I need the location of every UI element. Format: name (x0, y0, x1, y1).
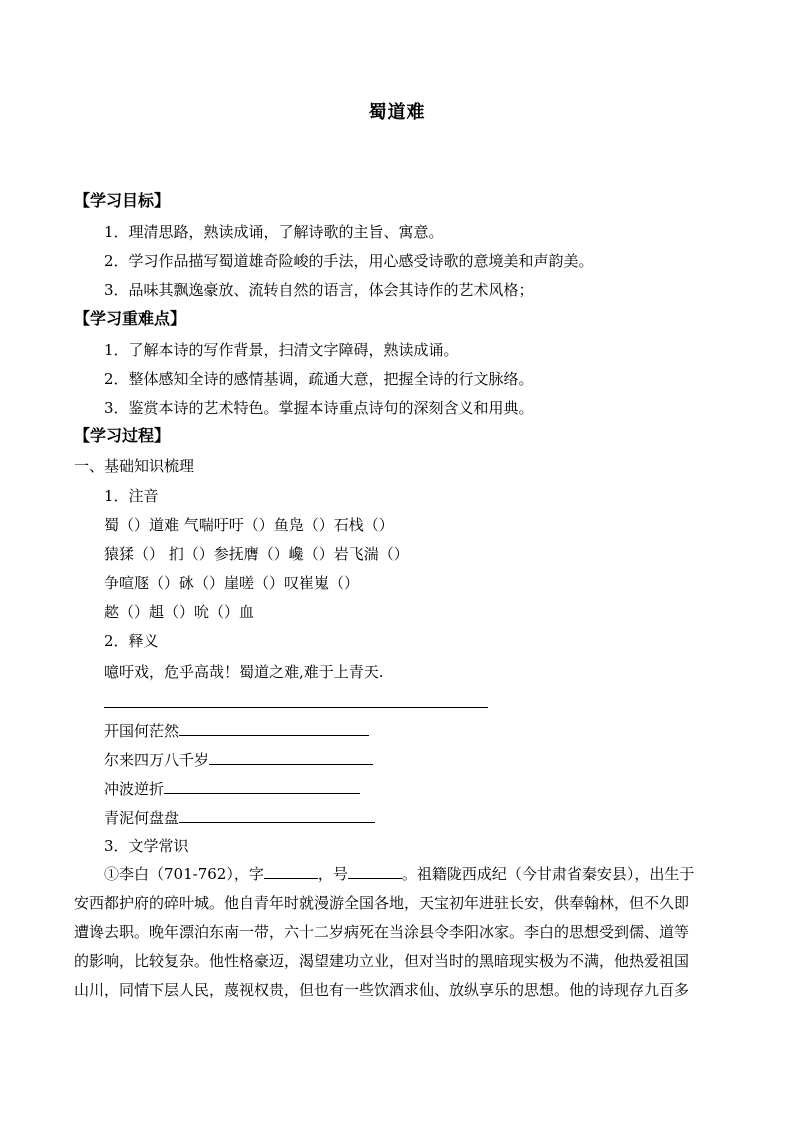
definition-term: 开国何茫然 (104, 722, 180, 740)
paragraph-line: 的影响，比较复杂。他性格豪迈，渴望建功立业，但对当时的黑暗现实极为不满，他热爱祖国 (74, 952, 690, 970)
keypoint-item: 3．鉴赏本诗的艺术特色。掌握本诗重点诗句的深刻含义和用典。 (104, 399, 534, 417)
answer-blank[interactable] (164, 778, 360, 794)
pronunciation-row: 蜀（）道难 气喘吁吁（）鱼凫（）石栈（） (104, 516, 394, 534)
objective-item: 2．学习作品描写蜀道雄奇险峻的手法，用心感受诗歌的意境美和声韵美。 (104, 252, 594, 270)
pronunciation-row: 争喧豗（）砯（）崖嗟（）叹崔嵬（） (104, 574, 360, 592)
definition-term: 冲波逆折 (104, 780, 165, 798)
objective-item: 3．品味其飘逸豪放、流转自然的语言，体会其诗作的艺术风格； (104, 281, 534, 299)
answer-blank[interactable] (179, 807, 375, 823)
definition-item (104, 807, 375, 828)
paragraph-line: 安西都护府的碎叶城。他自青年时就漫游全国各地，天宝初年进驻长安，供奉翰林，但不久即 (74, 894, 690, 912)
definition-term: 尔来四万八千岁 (104, 751, 210, 769)
answer-blank-line[interactable] (104, 707, 488, 708)
keypoints-heading: 【学习重难点】 (74, 309, 187, 328)
objectives-heading: 【学习目标】 (74, 191, 171, 210)
objective-item: 1．理清思路，熟读成诵，了解诗歌的主旨、寓意。 (104, 223, 444, 241)
keypoint-item: 2．整体感知全诗的感情基调，疏通大意，把握全诗的行文脉络。 (104, 370, 534, 388)
answer-blank[interactable] (264, 863, 318, 879)
definition-item (104, 749, 373, 770)
section-title: 一、基础知识梳理 (74, 457, 195, 475)
paragraph-line: ①李白（701-762），字 ，号 。祖籍陇西成纪（今甘肃省秦安县），出生于 (104, 865, 695, 883)
paragraph-line: 遭谗去职。晚年漂泊东南一带，六十二岁病死在当涂县令李阳冰家。李白的思想受到儒、道等 (74, 923, 690, 941)
paragraph-line: 山川，同情下层人民，蔑视权贵，但也有一些饮酒求仙、放纵享乐的思想。他的诗现存九百多 (74, 981, 690, 999)
page-title: 蜀道难 (368, 102, 426, 123)
process-heading: 【学习过程】 (74, 426, 171, 445)
definition-term: 青泥何盘盘 (104, 809, 180, 827)
answer-blank[interactable] (179, 720, 369, 736)
literature-label: 3．文学常识 (104, 837, 189, 855)
definition-item (104, 778, 360, 799)
definition-item (104, 720, 369, 741)
pronunciation-row: 趑（）趄（）吮（）血 (104, 603, 255, 621)
definition-label: 2．释义 (104, 632, 159, 650)
pronunciation-row: 猿猱（） 扪（）参抚膺（）巉（）岩飞湍（） (104, 545, 409, 563)
answer-blank[interactable] (348, 863, 402, 879)
definition-quote: 噫吁戏，危乎高哉！蜀道之难,难于上青天. (104, 663, 384, 681)
answer-blank[interactable] (209, 749, 373, 765)
keypoint-item: 1．了解本诗的写作背景，扫清文字障碍，熟读成诵。 (104, 341, 459, 359)
pronunciation-label: 1．注音 (104, 487, 159, 505)
literature-paragraph (74, 860, 724, 1005)
